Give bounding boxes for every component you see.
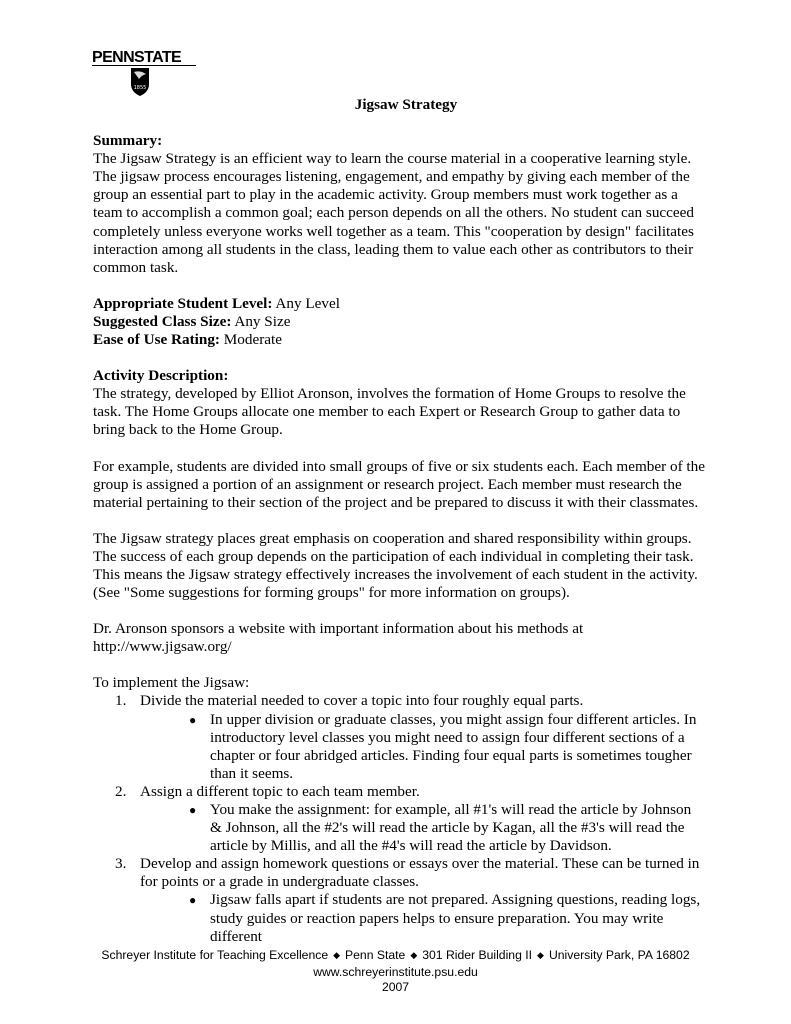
svg-text:1855: 1855 [133, 85, 147, 91]
document-body [93, 96, 705, 946]
step-bullet: ● Jigsaw falls apart if students are not prepared. Assigning questions, reading logs, study guides or reaction papers helps to ensure preparation. You may write different [189, 891, 701, 945]
step-text: Assign a different topic to each team member. [140, 782, 420, 800]
logo-wordmark: PENNSTATE [92, 49, 182, 66]
footer-university: Penn State [345, 948, 406, 962]
pennstate-logo [92, 50, 198, 100]
footer-address-line [0, 948, 791, 965]
document-title: Jigsaw Strategy [354, 96, 458, 113]
step-item [93, 783, 705, 855]
summary-text: The Jigsaw Strategy is an efficient way to learn the course material in a cooperative learning style. The jigsaw process encourages listening, engagement, and empathy by giving each member of the group an essential part to play in the academic activity. Group members must work together as a team to accomplish a common goal; each person depends on all the others. No student can succeed completely unless everyone works well together as a team. This "cooperation by design" facilitates interaction among all students in the class, leading them to value each other as contributors to their common task. [93, 150, 694, 276]
diamond-icon: ◆ [537, 950, 544, 960]
ease-rating-label: Ease of Use Rating: [93, 331, 220, 349]
implement-intro: To implement the Jigsaw: [93, 674, 250, 692]
shield-icon [130, 67, 150, 97]
footer-year: 2007 [381, 980, 410, 994]
step-item [93, 692, 705, 782]
logo-rule [92, 65, 196, 66]
step-text: Divide the material needed to cover a topic into four roughly equal parts. [140, 692, 584, 710]
summary-heading: Summary: [93, 132, 163, 150]
ease-rating-value: Moderate [219, 331, 282, 349]
student-level-label: Appropriate Student Level: [93, 294, 273, 312]
bullet-icon: ● [189, 712, 197, 727]
diamond-icon: ◆ [410, 950, 418, 960]
step-number: 2. [115, 782, 127, 800]
student-level-value: Any Level [272, 294, 340, 312]
bullet-icon: ● [189, 803, 197, 817]
jigsaw-website-link[interactable]: http://www.jigsaw.org/ [93, 638, 232, 656]
activity-paragraph-2: For example, students are divided into small groups of five or six students each. Each member of the group is assigned a portion of an assignment or research project. Each member must research the material pertaining to their section of the project and be prepared to discuss it with their classmates. [93, 457, 705, 511]
footer-website[interactable]: www.schreyerinstitute.psu.edu [313, 964, 478, 979]
footer-address: 301 Rider Building II [422, 948, 533, 962]
step-text: Develop and assign homework questions or essays over the material. These can be turned in for points or a grade in undergraduate classes. [140, 855, 700, 891]
footer-org: Schreyer Institute for Teaching Excellence [101, 948, 329, 962]
class-size-label: Suggested Class Size: [93, 312, 232, 330]
class-size-value: Any Size [231, 312, 291, 330]
step-bullet: ● In upper division or graduate classes, you might assign four different articles. In introductory level classes you might need to assign four different sections of a chapter or four abridged articles. Finding four equal parts is sometimes tougher than it seems. [189, 710, 697, 782]
step-bullet: ● You make the assignment: for example, all #1's will read the article by Johnson & Johnson, all the #2's will read the article by Kagan, all the #3's will read the article by Millis, and all the #4's will read the article by Davidson. [189, 801, 692, 855]
step-number: 3. [115, 855, 127, 873]
activity-heading: Activity Description: [93, 367, 229, 385]
footer-city: University Park, PA 16802 [548, 948, 690, 962]
activity-paragraph-1: The strategy, developed by Elliot Aronson, involves the formation of Home Groups to resolve the task. The Home Groups allocate one member to each Expert or Research Group to gather data to bring back to the Home Group. [93, 385, 686, 439]
bullet-icon: ● [189, 893, 197, 908]
student-level [93, 295, 705, 313]
activity-paragraph-3: The Jigsaw strategy places great emphasis on cooperation and shared responsibility within groups. The success of each group depends on the participation of each individual in completing their task. This means the Jigsaw strategy effectively increases the involvement of each student in the activity. (See "Some suggestions for forming groups" for more information on groups). [93, 529, 698, 602]
step-number: 1. [115, 692, 127, 710]
page-footer [0, 948, 791, 996]
ease-rating [93, 331, 705, 349]
diamond-icon: ◆ [333, 950, 341, 960]
class-size [93, 313, 705, 331]
activity-paragraph-4: Dr. Aronson sponsors a website with important information about his methods at [93, 620, 584, 638]
implement-steps [93, 692, 705, 945]
step-item [93, 855, 705, 945]
